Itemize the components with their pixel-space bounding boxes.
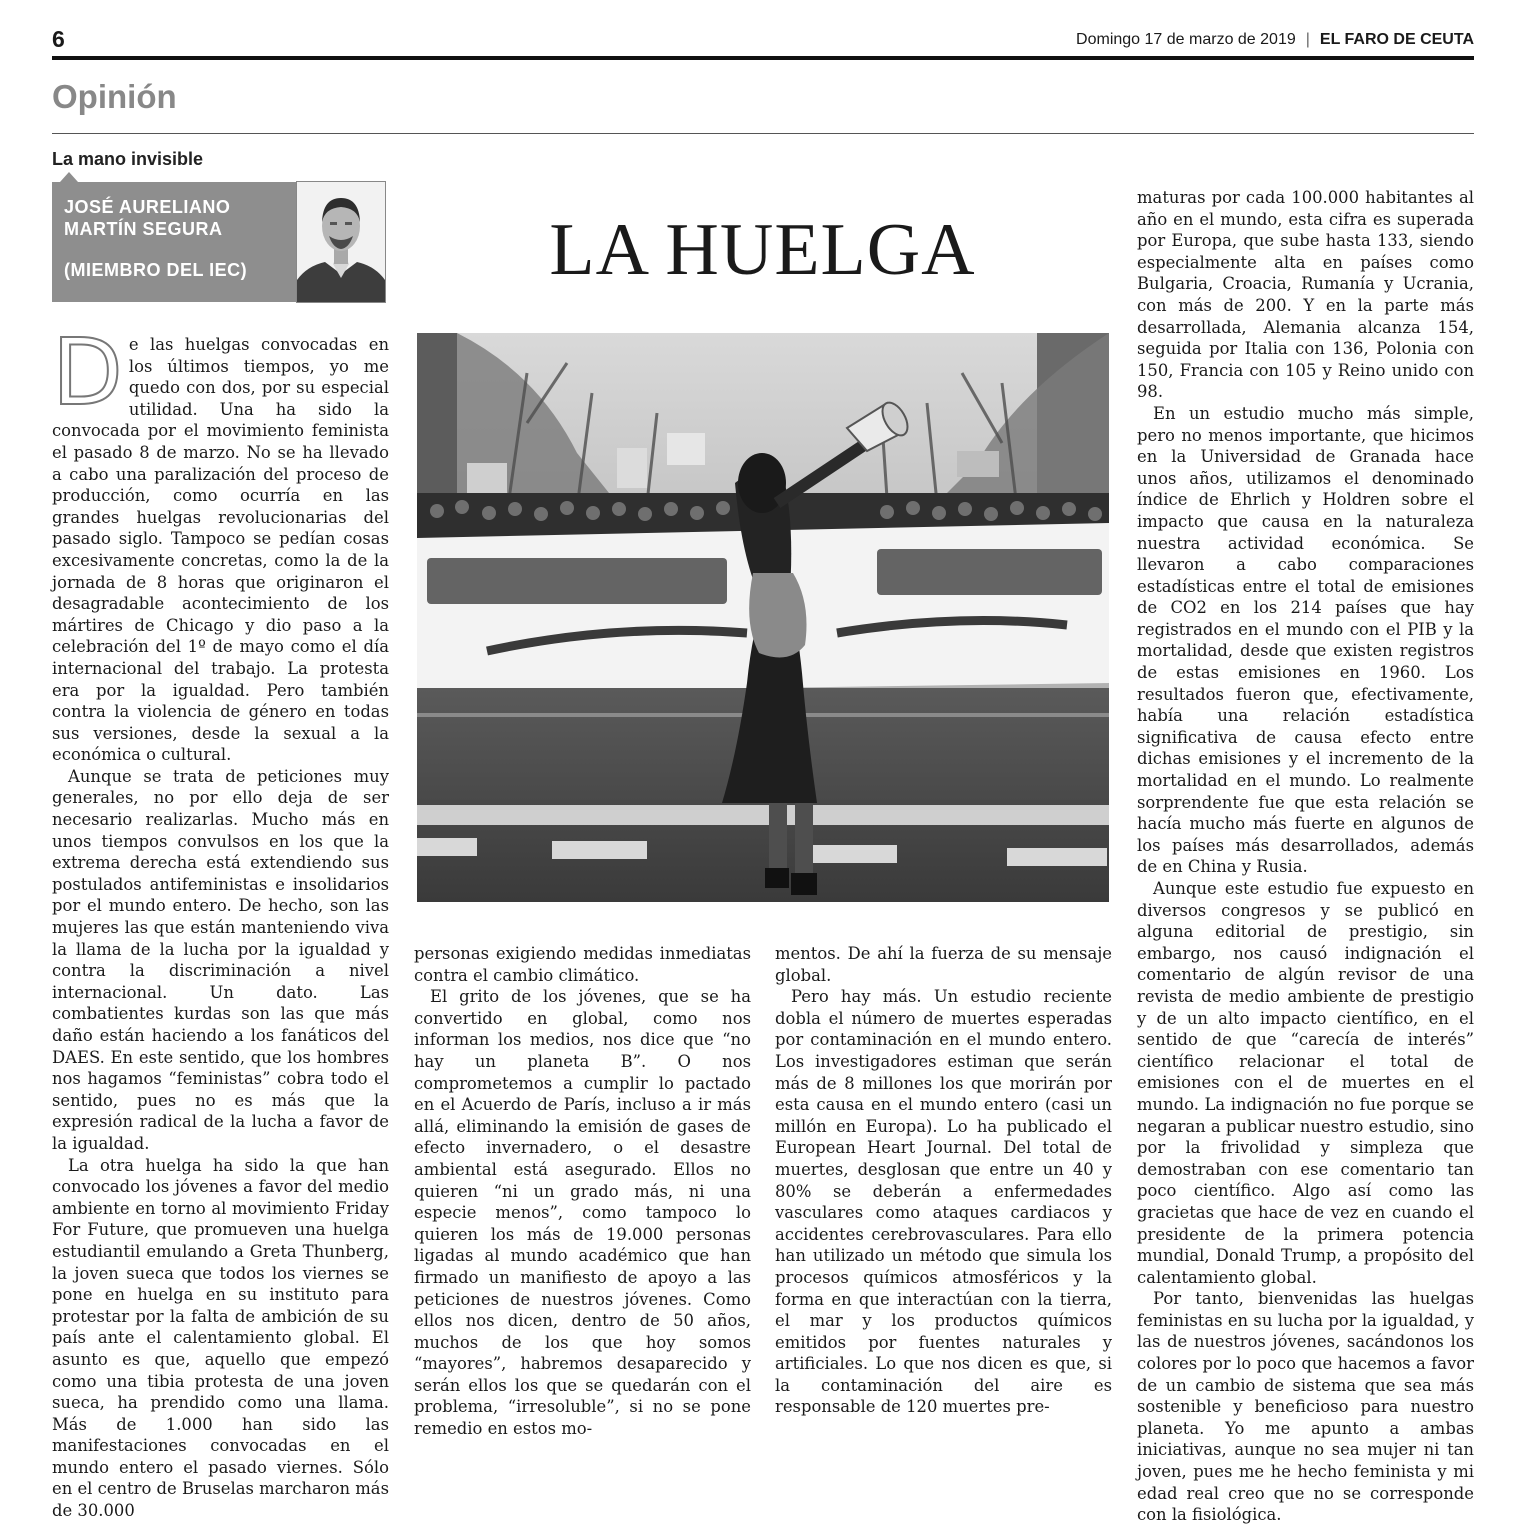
- paragraph: [52, 319, 389, 766]
- article-column-3: [775, 943, 1112, 1418]
- paragraph: personas exigiendo medidas inmediatas contra el cambio climático.: [414, 944, 751, 985]
- issue-date: Domingo 17 de marzo de 2019: [1076, 31, 1296, 48]
- paragraph: Por tanto, bienvenidas las huelgas feministas en su lucha por la igualdad, y las de nuestros jóvenes, sacándonos los colores por lo poco que hacemos a favor de un cambio de sistema que sea más sostenible y beneficioso para nuestro planeta. Yo me apunto a ambas iniciativas, aunque no sea mujer ni tan joven, pues me he hecho feminista y mi edad real creo que no se corresponde con la fisiológica.: [1137, 1289, 1474, 1525]
- paragraph: La otra huelga ha sido la que han convocado los jóvenes a favor del medio ambiente en torno al movimiento Friday For Future, que promueven una huelga estudiantil emulando a Greta Thunberg, la joven sueca que todos los viernes se pone en huelga en su instituto para protestar por la falta de ambición de su país ante el calentamiento global. El asunto es que, aquello que empezó como una tibia protesta de una joven sueca, ha prendido como una llama. Más de 1.000 han sido las manifestaciones convocadas en el mundo entero el pasado viernes. Sólo en el centro de Bruselas marcharon más de 30.000: [52, 1155, 389, 1521]
- page-number: 6: [52, 26, 65, 52]
- newspaper-name: EL FARO DE CEUTA: [1319, 31, 1474, 48]
- article-column-4: [1137, 187, 1474, 1526]
- paragraph: mentos. De ahí la fuerza de su mensaje global.: [775, 944, 1112, 985]
- paragraph: Aunque se trata de peticiones muy generales, no por ello deja de ser necesario realizarlas. Mucho más en unos tiempos convulsos en los que la extrema derecha está extendiendo sus postulados antifeministas e insolidarios por el mundo entero. De hecho, son las mujeres las que están manteniendo viva la llama de la lucha por la igualdad y contra la discriminación a nivel internacional. Un dato. Las combatientes kurdas son las que más daño están haciendo a los fanáticos del DAES. En este sentido, que los hombres nos hagamos “feministas” cobra todo el sentido, pues no es más que la expresión radical de la lucha a favor de la igualdad.: [52, 766, 389, 1153]
- author-name-line2: MARTÍN SEGURA: [64, 219, 223, 239]
- section-title: Opinión: [52, 78, 177, 115]
- author-box: [52, 182, 297, 302]
- article-column-2: [414, 943, 751, 1440]
- author-name-line1: JOSÉ AURELIANO: [64, 197, 231, 217]
- column-name: La mano invisible: [52, 149, 204, 169]
- header-rule: [52, 56, 1474, 60]
- author-photo: [297, 182, 385, 302]
- author-name: [64, 196, 230, 240]
- paragraph: El grito de los jóvenes, que se ha convertido en global, como nos informan los medios, nos dice que “no hay un planeta B”. O nos comprometemos a cumplir lo pactado en el Acuerdo de París, incluso a ir más allá, eliminando la emisión de gases de efecto invernadero, o el desastre ambiental está asegurado. Ellos no quieren “ni un grado más, ni una especie menos”, como tampoco lo quieren los más de 19.000 personas ligadas al mundo académico que han firmado un manifiesto de apoyo a las peticiones de nuestros jóvenes. Como ellos nos dicen, dentro de 50 años, muchos de los que hoy somos “mayores”, habremos desaparecido y serán ellos los que se quedarán con el problema, “irresoluble”, si no se pone remedio en estos mo-: [414, 987, 751, 1439]
- author-box-notch: [60, 172, 78, 182]
- header-separator: |: [1305, 31, 1310, 48]
- protest-photo: [417, 333, 1109, 902]
- paragraph: Pero hay más. Un estudio reciente dobla el número de muertes esperadas por contaminación en el mundo entero. Los investigadores estiman que serán más de 8 millones los que morirán por esta causa en el mundo entero (casi un millón en Europa). Lo ha publicado el European Heart Journal. Del total de muertes, desglosan que entre un 40 y 80% se deberán a enfermedades vasculares como ataques cardiacos y accidentes cerebrovasculares. Para ello han utilizado un método que simula los procesos químicos atmosféricos y la forma en que interactúan con la tierra, el mar y los productos químicos emitidos por fuentes naturales y artificiales. Lo que nos dicen es que, si la contaminación del aire es responsable de 120 muertes pre-: [775, 987, 1112, 1417]
- section-rule: [52, 133, 1474, 134]
- header-info: [1076, 31, 1474, 49]
- paragraph-text: e las huelgas convocadas en los últimos tiempos, yo me quedo con dos, por su especial utilidad. Una ha sido la convocada por el movimiento feminista el pasado 8 de marzo. No se ha llevado a cabo una paralización del proceso de producción, como ocurría en las grandes huelgas revolucionarias del pasado siglo. Tampoco se pedían cosas excesivamente concretas, como la de la jornada de 8 horas que originaron el desagradable acontecimiento de los mártires de Chicago y dio paso a la celebración del 1º de mayo como el día internacional del trabajo. La protesta era por la igualdad. Pero también contra la violencia de género en todas sus versiones, desde la sexual a la económica o cultural.: [52, 335, 389, 765]
- paragraph: maturas por cada 100.000 habitantes al año en el mundo, esta cifra es superada por Europa, que sube hasta 133, siendo especialmente alta en países como Bulgaria, Croacia, Rumanía y Ucrania, con más de 200. Y en la parte más desarrollada, Alemania alcanza 154, seguida por Italia con 136, Polonia con 150, Francia con 105 y Reino unido con 98.: [1137, 188, 1474, 402]
- author-portrait-image: [297, 182, 385, 302]
- author-role: (MIEMBRO DEL IEC): [64, 260, 248, 280]
- paragraph: Aunque este estudio fue expuesto en diversos congresos y se publicó en alguna editorial de prestigio, sin embargo, nos causó indignación el comentario de algún revisor de una revista de medio ambiente de prestigio y de un alto impacto científico, en el sentido de que “carecía de interés” científico relacionar el total de emisiones con el de muertes en el mundo. La indignación no fue porque se negaran a publicar nuestro estudio, sino por la frivolidad y simpleza que demostraban con ese comentario tan poco científico. Algo así como las gracietas que hace de vez en cuando el presidente de la primera potencia mundial, Donald Trump, a propósito del calentamiento global.: [1137, 879, 1474, 1287]
- headline: LA HUELGA: [549, 209, 976, 291]
- paragraph: En un estudio mucho más simple, pero no menos importante, que hicimos en la Universidad de Granada hace unos años, utilizamos el denominado índice de Ehrlich y Holdren sobre el impacto que causa en la naturaleza nuestra actividad económica. Se llevaron a cabo comparaciones estadísticas entre el total de emisiones de CO2 en los 214 países que hay registrados en el mundo con el PIB y la mortalidad, desde que existen registros de estas emisiones en 1960. Los resultados fueron que, efectivamente, había una relación estadística significativa de causa efecto entre dichas emisiones y el incremento de la mortalidad en el mundo. Lo realmente sorprendente fue que esta relación se hacía mucho más fuerte en algunos de los países más desarrollados, además de en China y Rusia.: [1137, 403, 1474, 877]
- drop-cap: D: [52, 319, 123, 426]
- article-column-1: [52, 319, 389, 1522]
- protest-photo-image: [417, 333, 1109, 902]
